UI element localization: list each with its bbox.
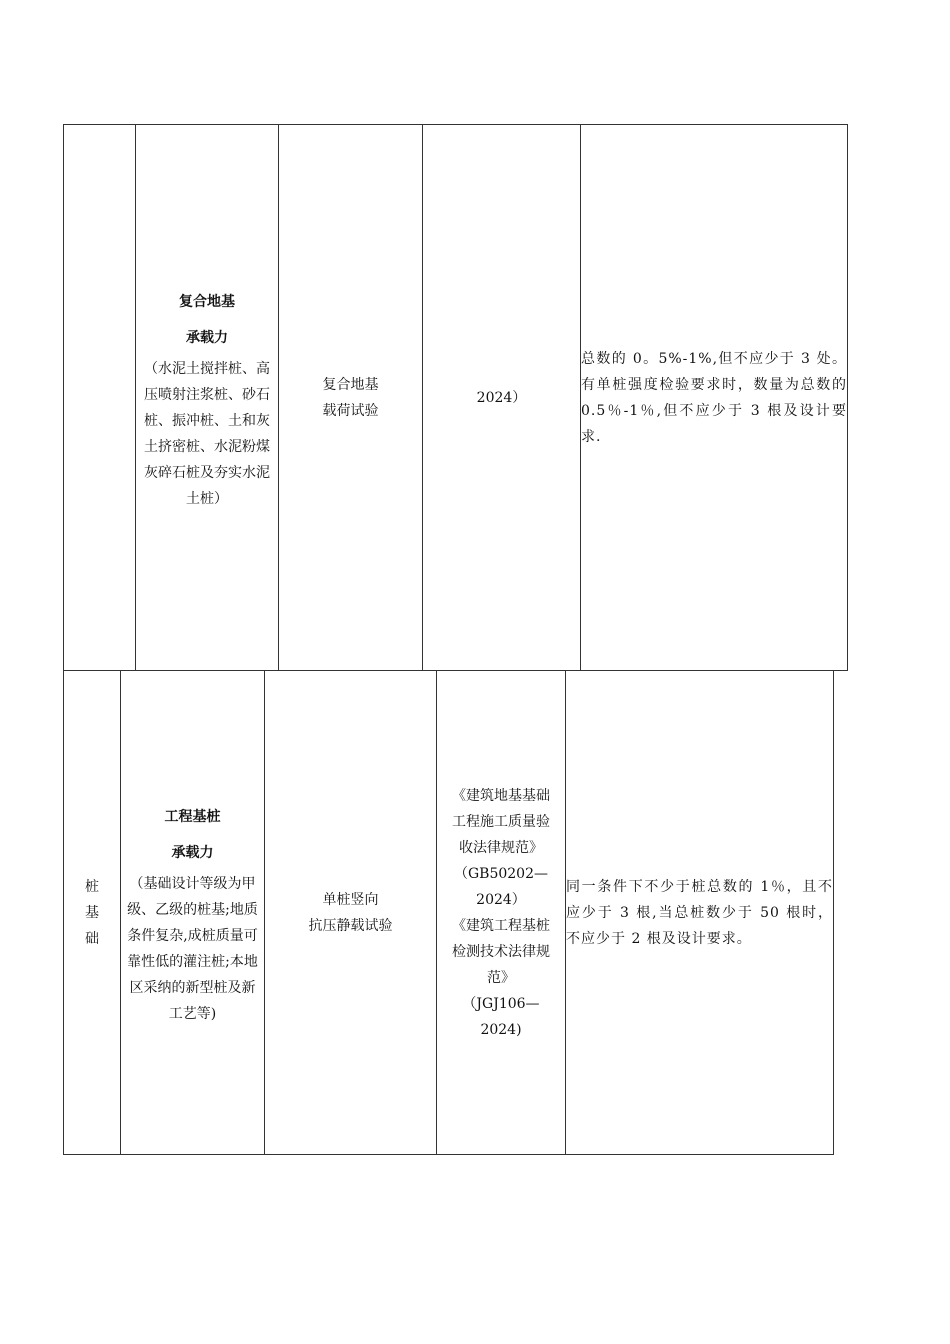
requirement-cell: 同一条件下不少于桩总数的 1％，且不应少于 3 根,当总桩数少于 50 根时， 不应少于 2 根及设计要求。	[566, 671, 834, 1155]
test-item-description: （水泥土搅拌桩、高压喷射注浆桩、砂石桩、振冲桩、土和灰土挤密桩、水泥粉煤灰碎石桩及夯实水泥土桩）	[144, 360, 270, 507]
table-row	[64, 671, 834, 1155]
category-cell	[64, 125, 136, 671]
requirement-cell: 总数的 0。5%-1%,但不应少于 3 处。有单桩强度检验要求时，数量为总数的 0.5％-1％,但不应少于 3 根及设计要求.	[581, 125, 848, 671]
test-method-cell: 复合地基 载荷试验	[279, 125, 423, 671]
standard-cell: 《建筑地基基础 工程施工质量验 收法律规范》 （GB50202— 2024） 《建筑工程基桩 检测技术法律规 范》 （JGJ106— 2024)	[437, 671, 566, 1155]
test-item-cell	[136, 125, 279, 671]
category-cell: 桩 基 础	[64, 671, 121, 1155]
table-row	[64, 125, 848, 671]
test-item-title: 复合地基 承载力	[179, 293, 235, 346]
test-item-description: （基础设计等级为甲级、乙级的桩基;地质条件复杂,成桩质量可靠性低的灌注桩;本地区采纳的新型桩及新工艺等)	[127, 875, 258, 1022]
test-item-title: 工程基桩 承载力	[164, 808, 221, 861]
test-item-cell	[121, 671, 265, 1155]
inspection-table-lower	[63, 670, 834, 1155]
standard-cell: 2024）	[423, 125, 581, 671]
test-method-cell: 单桩竖向 抗压静载试验	[265, 671, 437, 1155]
inspection-table-upper	[63, 124, 848, 671]
